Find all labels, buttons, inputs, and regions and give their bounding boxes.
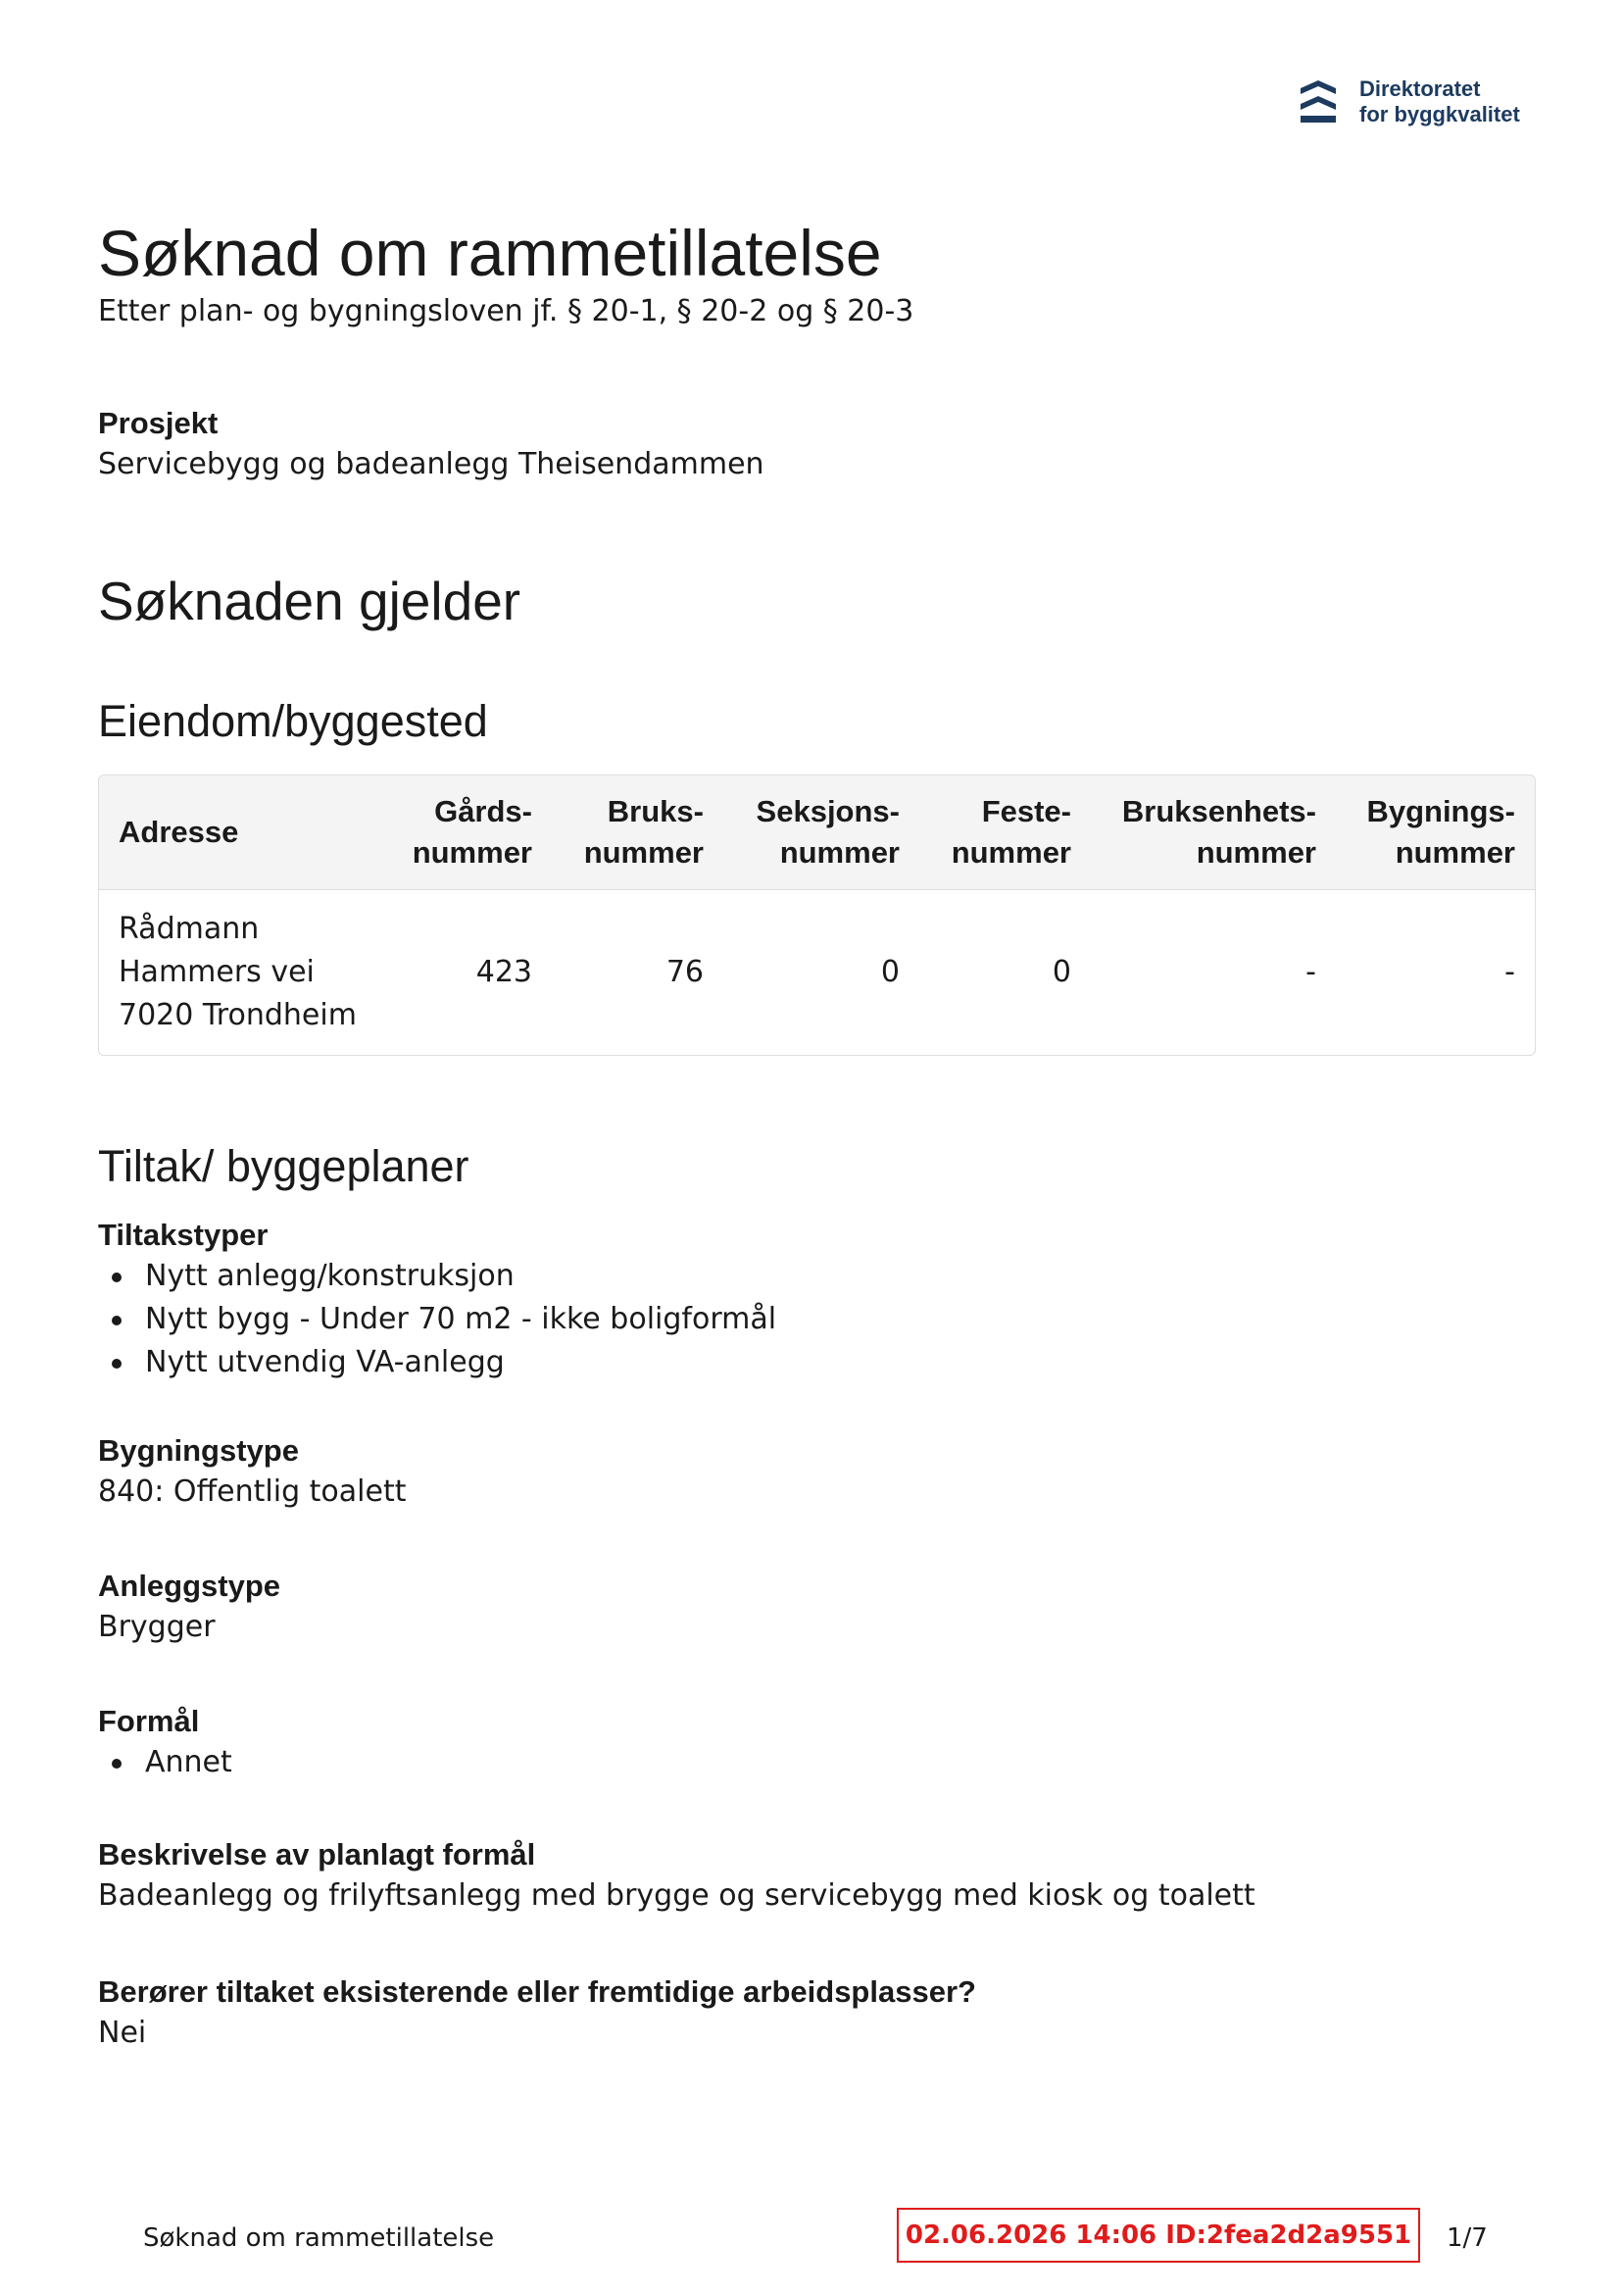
formal-block — [98, 1702, 232, 1784]
col-bnr: Bruks- nummer — [552, 775, 723, 890]
tiltakstyper-list — [98, 1255, 776, 1384]
col-fnr: Feste- nummer — [919, 775, 1091, 890]
col-bunr: Bruksenhets- nummer — [1091, 775, 1336, 890]
arbeidsplasser-value: Nei — [98, 2016, 147, 2050]
anleggstype-value: Brygger — [98, 1610, 216, 1644]
anleggstype-block — [98, 1567, 280, 1649]
project-label: Prosjekt — [98, 406, 219, 440]
col-address: Adresse — [99, 775, 380, 890]
beskrivelse-block — [98, 1835, 1255, 1918]
cell-fnr: 0 — [1052, 955, 1071, 989]
beskrivelse-label: Beskrivelse av planlagt formål — [98, 1837, 536, 1872]
page-title: Søknad om rammetillatelse — [98, 217, 882, 289]
cell-address: Rådmann Hammers vei 7020 Trondheim — [119, 912, 357, 1032]
tiltak-heading: Tiltak/ byggeplaner — [98, 1141, 469, 1191]
formal-list — [98, 1741, 232, 1784]
logo-line-2: for byggkvalitet — [1359, 102, 1520, 126]
cell-bygnr: - — [1504, 955, 1515, 989]
tiltakstyper-label: Tiltakstyper — [98, 1218, 269, 1252]
property-heading: Eiendom/byggested — [98, 696, 488, 746]
bygningstype-value: 840: Offentlig toalett — [98, 1474, 407, 1509]
cell-bnr: 76 — [665, 955, 704, 989]
logo — [1299, 76, 1520, 127]
col-bygnr: Bygnings- nummer — [1336, 775, 1535, 890]
list-item: Annet — [145, 1741, 232, 1784]
table-header-row — [99, 775, 1535, 890]
project-block — [98, 404, 764, 486]
formal-label: Formål — [98, 1704, 200, 1738]
document-page — [98, 0, 1534, 2296]
list-item: Nytt utvendig VA-anlegg — [145, 1341, 776, 1384]
property-table — [98, 774, 1536, 1056]
project-value: Servicebygg og badeanlegg Theisendammen — [98, 447, 764, 481]
list-item: Nytt anlegg/konstruksjon — [145, 1255, 776, 1298]
timestamp-stamp: 02.06.2026 14:06 ID:2fea2d2a9551 — [897, 2208, 1420, 2263]
bygningstype-label: Bygningstype — [98, 1433, 299, 1468]
logo-line-1: Direktoratet — [1359, 76, 1481, 101]
page-subtitle: Etter plan- og bygningsloven jf. § 20-1, § 20-2 og § 20-3 — [98, 294, 914, 328]
cell-snr: 0 — [880, 955, 900, 989]
tiltakstyper-block — [98, 1216, 776, 1384]
col-gnr: Gårds- nummer — [380, 775, 552, 890]
col-snr: Seksjons- nummer — [723, 775, 919, 890]
page-number: 1/7 — [1447, 2223, 1488, 2253]
dibk-logo-icon — [1299, 78, 1338, 125]
table-row — [99, 890, 1535, 1056]
arbeidsplasser-label: Berører tiltaket eksisterende eller fremtidige arbeidsplasser? — [98, 1974, 976, 2009]
list-item: Nytt bygg - Under 70 m2 - ikke boligformål — [145, 1298, 776, 1341]
cell-bunr: - — [1305, 955, 1316, 989]
section-title: Søknaden gjelder — [98, 571, 521, 631]
footer-doc-title: Søknad om rammetillatelse — [143, 2223, 495, 2253]
bygningstype-block — [98, 1431, 407, 1514]
cell-gnr: 423 — [475, 955, 532, 989]
anleggstype-label: Anleggstype — [98, 1569, 281, 1603]
beskrivelse-value: Badeanlegg og frilyftsanlegg med brygge og servicebygg med kiosk og toalett — [98, 1878, 1255, 1913]
arbeidsplasser-block — [98, 1972, 976, 2055]
